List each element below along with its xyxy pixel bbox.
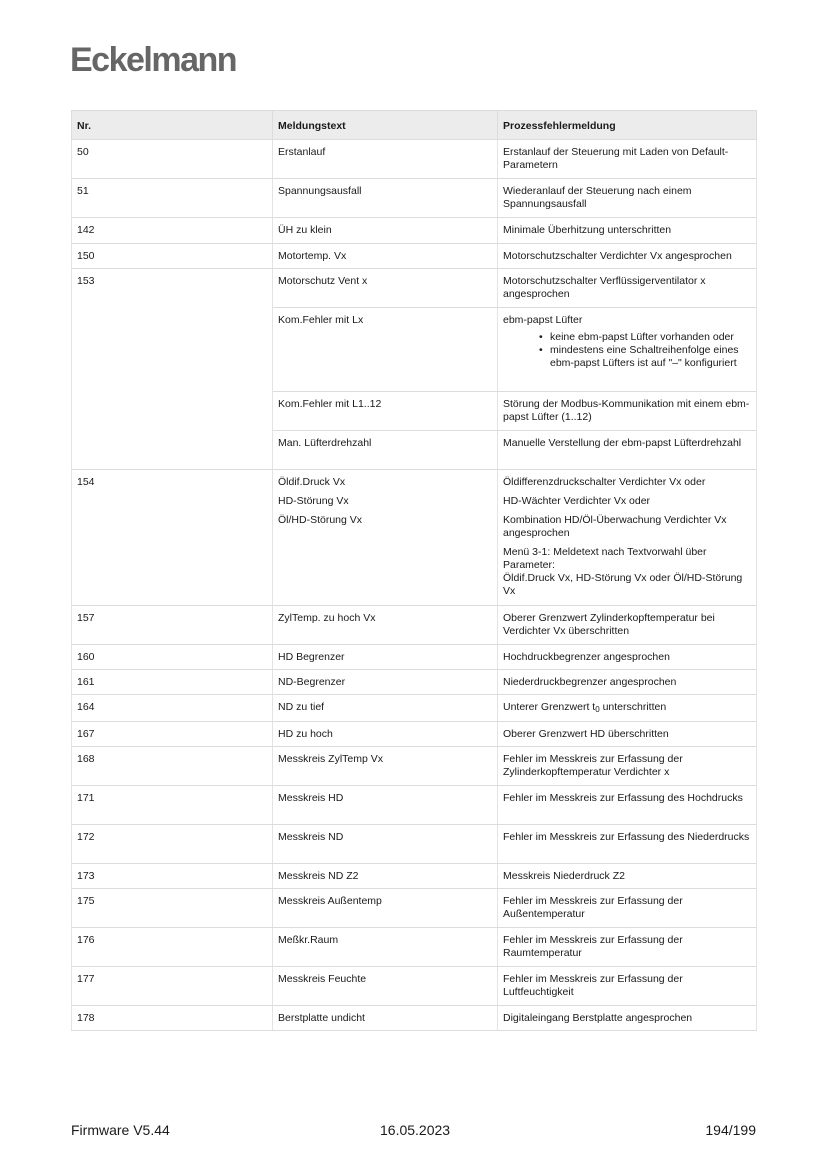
cell-nr: 176 xyxy=(72,928,273,967)
cell-nr: 164 xyxy=(72,695,273,722)
cell-desc-subscript: 0 xyxy=(595,705,600,714)
cell-nr: 142 xyxy=(72,218,273,244)
cell-text: Berstplatte undicht xyxy=(273,1006,498,1031)
cell-text: Motortemp. Vx xyxy=(273,244,498,269)
cell-text: Kom.Fehler mit L1..12 xyxy=(273,392,498,431)
cell-nr: 177 xyxy=(72,967,273,1006)
table-row xyxy=(72,645,757,670)
cell-desc xyxy=(498,695,757,722)
column-header-nr: Nr. xyxy=(72,111,273,140)
list-item: • keine ebm-papst Lüfter vorhanden oder xyxy=(539,331,751,344)
table-row xyxy=(72,928,757,967)
cell-desc: Digitaleingang Berstplatte angesprochen xyxy=(498,1006,757,1031)
cell-desc: Fehler im Messkreis zur Erfassung der Außentemperatur xyxy=(498,889,757,928)
cell-nr: 161 xyxy=(72,670,273,695)
cell-text: Man. Lüfterdrehzahl xyxy=(273,431,498,470)
cell-desc: Hochdruckbegrenzer angesprochen xyxy=(498,645,757,670)
cell-text-line: HD-Störung Vx xyxy=(278,495,349,507)
footer-date: 16.05.2023 xyxy=(380,1122,451,1138)
table-row xyxy=(72,864,757,889)
column-header-prozessfehlermeldung: Prozessfehlermeldung xyxy=(498,111,757,140)
cell-text: Kom.Fehler mit Lx xyxy=(273,308,498,392)
table-row xyxy=(72,695,757,722)
cell-desc: Motorschutzschalter Verdichter Vx angesprochen xyxy=(498,244,757,269)
cell-nr: 153 xyxy=(72,269,273,470)
table-row xyxy=(72,747,757,786)
table-row xyxy=(72,825,757,864)
table-row xyxy=(72,1006,757,1031)
list-item: • mindestens eine Schaltreihenfolge eines ebm-papst Lüfters ist auf "–" konfiguriert xyxy=(539,344,751,370)
cell-nr: 178 xyxy=(72,1006,273,1031)
table-row xyxy=(72,889,757,928)
cell-nr: 168 xyxy=(72,747,273,786)
table-row xyxy=(72,269,757,308)
cell-text: HD zu hoch xyxy=(273,722,498,747)
cell-nr: 154 xyxy=(72,470,273,606)
cell-desc-line: HD-Wächter Verdichter Vx oder xyxy=(503,495,651,507)
cell-text: Messkreis Außentemp xyxy=(273,889,498,928)
cell-nr: 172 xyxy=(72,825,273,864)
footer-firmware: Firmware V5.44 xyxy=(71,1122,170,1138)
cell-nr: 50 xyxy=(72,140,273,179)
table-row xyxy=(72,179,757,218)
footer-page-number: 194/199 xyxy=(705,1122,756,1138)
cell-desc: Wiederanlauf der Steuerung nach einem Spannungsausfall xyxy=(498,179,757,218)
cell-desc: Fehler im Messkreis zur Erfassung des Hochdrucks xyxy=(498,786,757,825)
cell-text: ND zu tief xyxy=(273,695,498,722)
cell-nr: 175 xyxy=(72,889,273,928)
cell-desc xyxy=(498,308,757,392)
cell-text: ÜH zu klein xyxy=(273,218,498,244)
cell-desc: Oberer Grenzwert Zylinderkopftemperatur bei Verdichter Vx überschritten xyxy=(498,606,757,645)
table-row xyxy=(72,244,757,269)
cell-desc-line: Öldif.Druck Vx, HD-Störung Vx oder Öl/HD-Störung Vx xyxy=(503,572,743,597)
cell-text: Messkreis ND xyxy=(273,825,498,864)
cell-desc: Störung der Modbus-Kommunikation mit einem ebm-papst Lüfter (1..12) xyxy=(498,392,757,431)
cell-desc xyxy=(498,470,757,606)
cell-desc: Niederdruckbegrenzer angesprochen xyxy=(498,670,757,695)
cell-text: Messkreis ND Z2 xyxy=(273,864,498,889)
cell-desc-line: Öldifferenzdruckschalter Verdichter Vx oder xyxy=(503,476,706,488)
cell-nr: 173 xyxy=(72,864,273,889)
cell-desc-line: Kombination HD/Öl-Überwachung Verdichter Vx angesprochen xyxy=(503,514,727,539)
cell-desc: Fehler im Messkreis zur Erfassung der Luftfeuchtigkeit xyxy=(498,967,757,1006)
cell-text: Meßkr.Raum xyxy=(273,928,498,967)
table-row xyxy=(72,140,757,179)
table-row xyxy=(72,722,757,747)
cell-desc: Motorschutzschalter Verflüssigerventilator x angesprochen xyxy=(498,269,757,308)
cell-desc: Messkreis Niederdruck Z2 xyxy=(498,864,757,889)
cell-nr: 171 xyxy=(72,786,273,825)
cell-desc-pre: Unterer Grenzwert t xyxy=(503,701,596,713)
cell-text: Messkreis ZylTemp Vx xyxy=(273,747,498,786)
cell-desc-intro: ebm-papst Lüfter xyxy=(503,314,583,326)
cell-desc: Oberer Grenzwert HD überschritten xyxy=(498,722,757,747)
cell-desc: Fehler im Messkreis zur Erfassung der Raumtemperatur xyxy=(498,928,757,967)
table-row xyxy=(72,786,757,825)
cell-text: Motorschutz Vent x xyxy=(273,269,498,308)
cell-text: Spannungsausfall xyxy=(273,179,498,218)
table-row xyxy=(72,670,757,695)
cell-desc: Erstanlauf der Steuerung mit Laden von Default-Parametern xyxy=(498,140,757,179)
cell-nr: 51 xyxy=(72,179,273,218)
cell-nr: 160 xyxy=(72,645,273,670)
cell-text-line: Öl/HD-Störung Vx xyxy=(278,514,363,526)
cell-desc-line: Menü 3-1: Meldetext nach Textvorwahl über Parameter: xyxy=(503,546,707,571)
cell-nr: 157 xyxy=(72,606,273,645)
cell-nr: 150 xyxy=(72,244,273,269)
table-header-row xyxy=(72,111,757,140)
cell-text: ND-Begrenzer xyxy=(273,670,498,695)
cell-desc: Fehler im Messkreis zur Erfassung der Zylinderkopftemperatur Verdichter x xyxy=(498,747,757,786)
cell-desc-post: unterschritten xyxy=(599,701,667,713)
cell-text: HD Begrenzer xyxy=(273,645,498,670)
cell-text: Erstanlauf xyxy=(273,140,498,179)
cell-text: ZylTemp. zu hoch Vx xyxy=(273,606,498,645)
cell-nr: 167 xyxy=(72,722,273,747)
logo: Eckelmann xyxy=(70,41,237,79)
message-table xyxy=(71,110,757,1031)
cell-desc: Minimale Überhitzung unterschritten xyxy=(498,218,757,244)
table-row xyxy=(72,470,757,606)
table-row xyxy=(72,606,757,645)
cell-desc: Manuelle Verstellung der ebm-papst Lüfterdrehzahl xyxy=(498,431,757,470)
table-row xyxy=(72,218,757,244)
cell-text: Messkreis Feuchte xyxy=(273,967,498,1006)
cell-text xyxy=(273,470,498,606)
cell-text: Messkreis HD xyxy=(273,786,498,825)
column-header-meldungstext: Meldungstext xyxy=(273,111,498,140)
bullet-list xyxy=(503,331,751,370)
cell-text-line: Öldif.Druck Vx xyxy=(278,476,346,488)
cell-desc: Fehler im Messkreis zur Erfassung des Niederdrucks xyxy=(498,825,757,864)
table-row xyxy=(72,967,757,1006)
